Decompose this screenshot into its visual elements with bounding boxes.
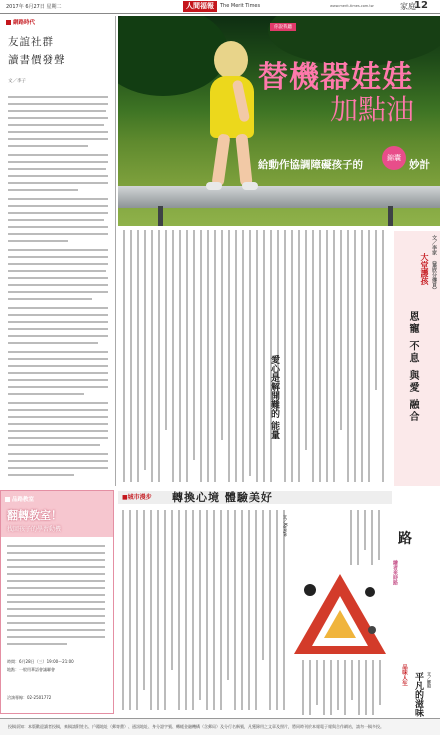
left-article-author: 文／李子: [8, 79, 26, 84]
mid-article-title: 轉換心境 體驗美好: [172, 491, 273, 504]
triangle-artwork: [290, 570, 390, 660]
hero-subtitle-right: 妙計: [409, 159, 430, 171]
footer-notice: 投稿須知：本版歡迎讀者投稿，來稿請附姓名、戶籍地址（郵寄費）、通訊地址、身分證字號、轉帳金融機構（含郵局）及分行名稱號，凡獲錄用之文章及照片，將同時刊於本報電子報與合作網站，請勿一稿多投。: [8, 724, 384, 729]
hero-subtitle-left: 給動作協調障礙孩子的: [258, 159, 363, 171]
promo-time: 時間：6月28日（三）19:00～21:00: [7, 659, 74, 664]
sidebar-title: 恩寵 不息 與愛 融合: [407, 311, 418, 424]
left-article: [0, 16, 114, 486]
child-shoe: [242, 182, 258, 190]
right-lower-text-columns: [300, 660, 390, 715]
art-label: 繪者來時路: [392, 560, 398, 585]
sidebar-tag: 大堂護孩: [420, 253, 429, 285]
balance-beam: [118, 186, 440, 208]
sidebar-author: 文／李家 （葉欣分傳頁）: [431, 235, 437, 293]
mid-text-columns: [120, 510, 290, 715]
right-lower-title: 平凡的滋味: [413, 672, 423, 717]
section-name: 家庭: [400, 2, 416, 11]
issue-date: 2017年 6月27日 星期二: [6, 4, 62, 10]
child-shoe: [206, 182, 222, 190]
body-text-lines: [8, 94, 110, 484]
page-header: [0, 0, 440, 14]
hero-badge: 你說我聽: [270, 23, 296, 31]
mid-author: 文／Kyoyo: [283, 515, 288, 537]
column-divider: [115, 16, 116, 486]
promo-header: [1, 491, 113, 537]
tag-square-icon: ■: [122, 494, 128, 501]
mid-side-title: 愛心是解開難的 能量: [269, 355, 279, 440]
triangle-icon: [290, 570, 390, 660]
child-leg: [235, 134, 252, 187]
newspaper-english-name: The Merit Times: [220, 3, 261, 9]
beam-leg: [388, 206, 393, 226]
right-lower-author: 文／鄧昭: [427, 672, 432, 688]
left-article-title-1: 友誼社群: [8, 36, 54, 48]
hero-title-1: 替機器娃娃: [258, 60, 413, 95]
page-number: 12: [414, 0, 428, 11]
right-poem-block: [290, 510, 390, 565]
child-leg: [211, 133, 230, 186]
left-article-body: [8, 94, 110, 484]
promo-place: 地點：一般用華語會議聯會: [7, 667, 55, 672]
right-sidebar: [394, 231, 440, 486]
mid-section-tag: ■城市漫步: [122, 494, 152, 501]
promo-subtitle: 找回孩子的學習動機: [7, 526, 62, 533]
right-lower-body: [300, 660, 390, 715]
promo-box: [0, 490, 114, 714]
left-article-tag: 網路時代: [6, 18, 35, 26]
promo-phone[interactable]: 洽詢專線：02-2501772: [7, 695, 52, 700]
tag-square-icon: [5, 497, 10, 502]
website-url[interactable]: www.merit-times.com.tw: [330, 4, 374, 8]
promo-body: [7, 543, 107, 653]
promo-text-lines: [7, 543, 107, 653]
newspaper-logo: 人間福報: [183, 1, 217, 12]
main-text-columns: [120, 230, 390, 486]
poem-text-columns: [290, 510, 390, 565]
promo-title: 翻轉教室！: [7, 509, 62, 522]
right-lower-tag: 品味人生: [401, 664, 407, 686]
hero-subtitle-circle: 錦囊: [382, 146, 406, 170]
promo-tag: 品路教室: [5, 495, 34, 503]
hero-title-2: 加點油: [330, 93, 415, 126]
mid-article-body: [120, 510, 290, 715]
left-article-title-2: 讀書價發聲: [8, 54, 66, 66]
child-head: [214, 41, 248, 79]
main-article-body: [120, 230, 390, 486]
beam-leg: [158, 206, 163, 226]
poem-title: 路: [398, 531, 412, 547]
page-footer: [0, 718, 440, 735]
tag-square-icon: [6, 20, 11, 25]
